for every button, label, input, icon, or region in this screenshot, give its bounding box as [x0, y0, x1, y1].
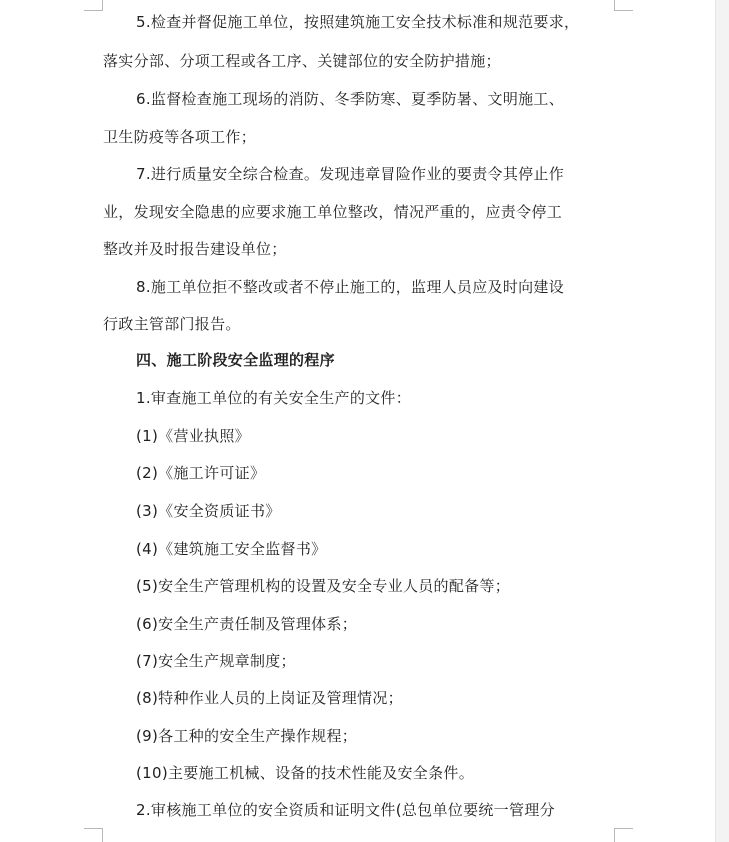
list-item-10: (10)主要施工机械、设备的技术性能及安全条件。	[136, 764, 474, 782]
list-intro: 1.审查施工单位的有关安全生产的文件：	[136, 389, 412, 407]
crop-mark-top-left	[84, 0, 103, 11]
paragraph-5-line-2: 落实分部、分项工程或各工序、关键部位的安全防护措施；	[103, 52, 501, 70]
list-item-9: (9)各工种的安全生产操作规程；	[136, 727, 358, 745]
crop-mark-bottom-left	[84, 828, 103, 842]
paragraph-6-line-1: 6.监督检查施工现场的消防、冬季防寒、夏季防暑、文明施工、	[136, 90, 565, 108]
list-item-3: (3)《安全资质证书》	[136, 502, 281, 520]
paragraph-7-line-1: 7.进行质量安全综合检查。发现违章冒险作业的要责令其停止作	[136, 165, 565, 183]
list-item-8: (8)特种作业人员的上岗证及管理情况；	[136, 689, 403, 707]
paragraph-5-line-1: 5.检查并督促施工单位，按照建筑施工安全技术标准和规范要求，	[136, 13, 580, 31]
list-item-1: (1)《营业执照》	[136, 427, 250, 445]
paragraph-6-line-2: 卫生防疫等各项工作；	[103, 128, 257, 146]
crop-mark-top-right	[614, 0, 633, 11]
section-heading: 四、施工阶段安全监理的程序	[136, 351, 335, 369]
window-right-edge	[715, 0, 729, 842]
list-item-2: (2)《施工许可证》	[136, 464, 266, 482]
paragraph-8-line-2: 行政主管部门报告。	[103, 315, 241, 333]
list-item-7: (7)安全生产规章制度；	[136, 652, 296, 670]
paragraph-2-line-1: 2.审核施工单位的安全资质和证明文件(总包单位要统一管理分	[136, 801, 555, 819]
list-item-5: (5)安全生产管理机构的设置及安全专业人员的配备等；	[136, 577, 511, 595]
paragraph-7-line-3: 整改并及时报告建设单位；	[103, 240, 287, 258]
paragraph-8-line-1: 8.施工单位拒不整改或者不停止施工的，监理人员应及时向建设	[136, 278, 565, 296]
paragraph-7-line-2: 业，发现安全隐患的应要求施工单位整改，情况严重的，应责令停工	[103, 203, 563, 221]
list-item-6: (6)安全生产责任制及管理体系；	[136, 615, 358, 633]
list-item-4: (4)《建筑施工安全监督书》	[136, 540, 327, 558]
crop-mark-bottom-right	[614, 828, 633, 842]
